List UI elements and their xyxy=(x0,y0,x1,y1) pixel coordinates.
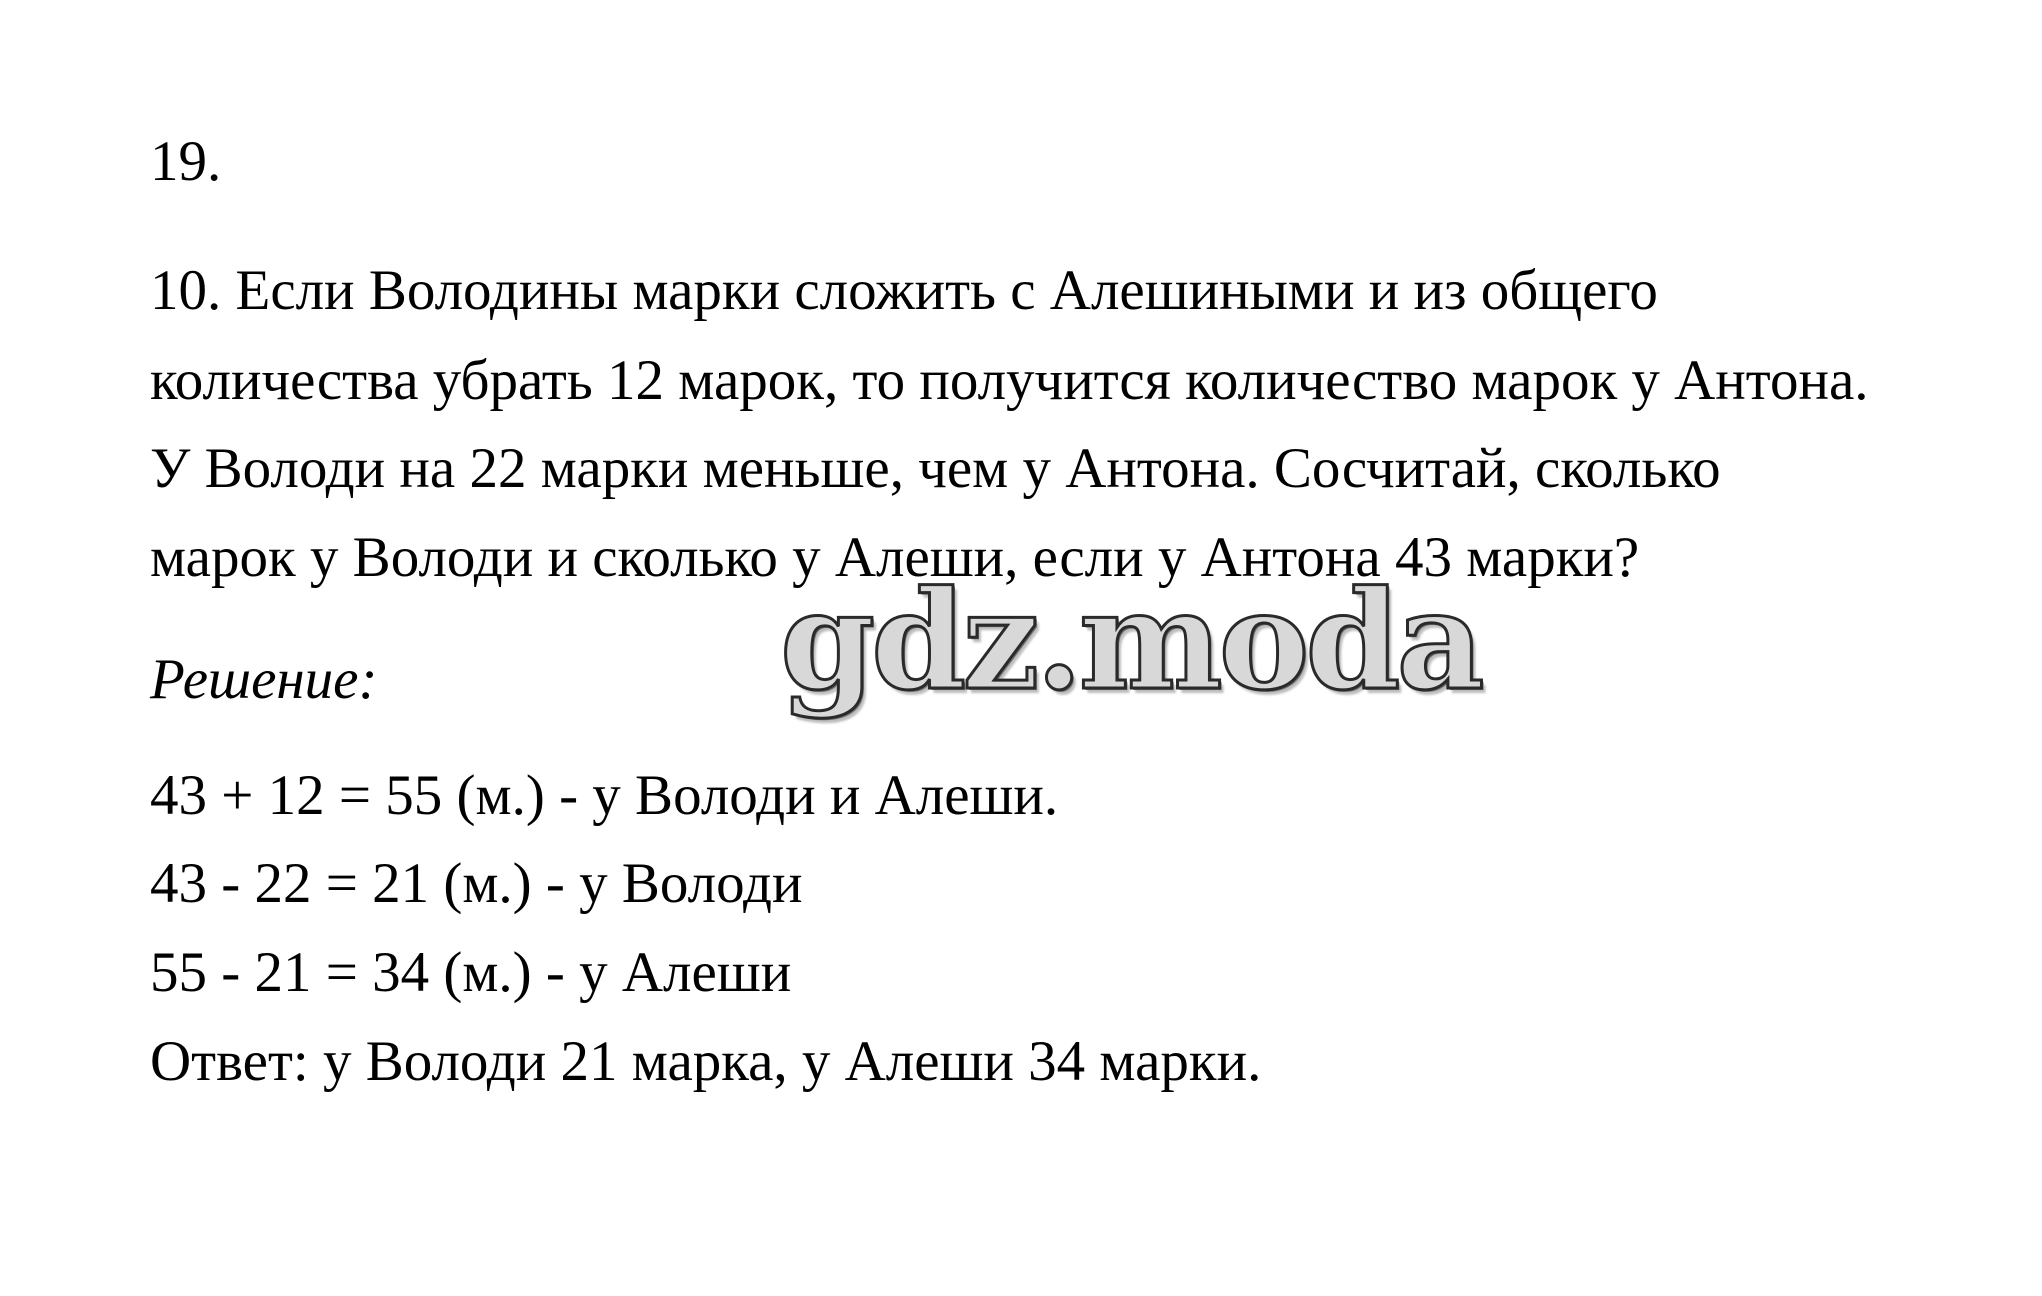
solution-step-3: 55 - 21 = 34 (м.) - у Алеши xyxy=(150,941,792,1004)
watermark-logo: gdz.moda xyxy=(780,561,1481,721)
task-text-line-1: 10. Если Володины марки сложить с Алешиными и из общего xyxy=(150,259,1658,322)
answer-line: Ответ: у Володи 21 марка, у Алеши 34 марки. xyxy=(150,1030,1262,1093)
task-text-line-4: марок у Володи и сколько у Алеши, если у Антона 43 марки? xyxy=(150,526,1640,589)
task-text-line-3: У Володи на 22 марки меньше, чем у Антона. Сосчитай, сколько xyxy=(150,437,1721,500)
problem-number: 19. xyxy=(150,130,222,193)
task-text-line-2: количества убрать 12 марок, то получится количество марок у Антона. xyxy=(150,349,1869,412)
solution-step-2: 43 - 22 = 21 (м.) - у Володи xyxy=(150,852,803,915)
solution-label: Решение: xyxy=(150,648,378,711)
solution-step-1: 43 + 12 = 55 (м.) - у Володи и Алеши. xyxy=(150,764,1059,827)
